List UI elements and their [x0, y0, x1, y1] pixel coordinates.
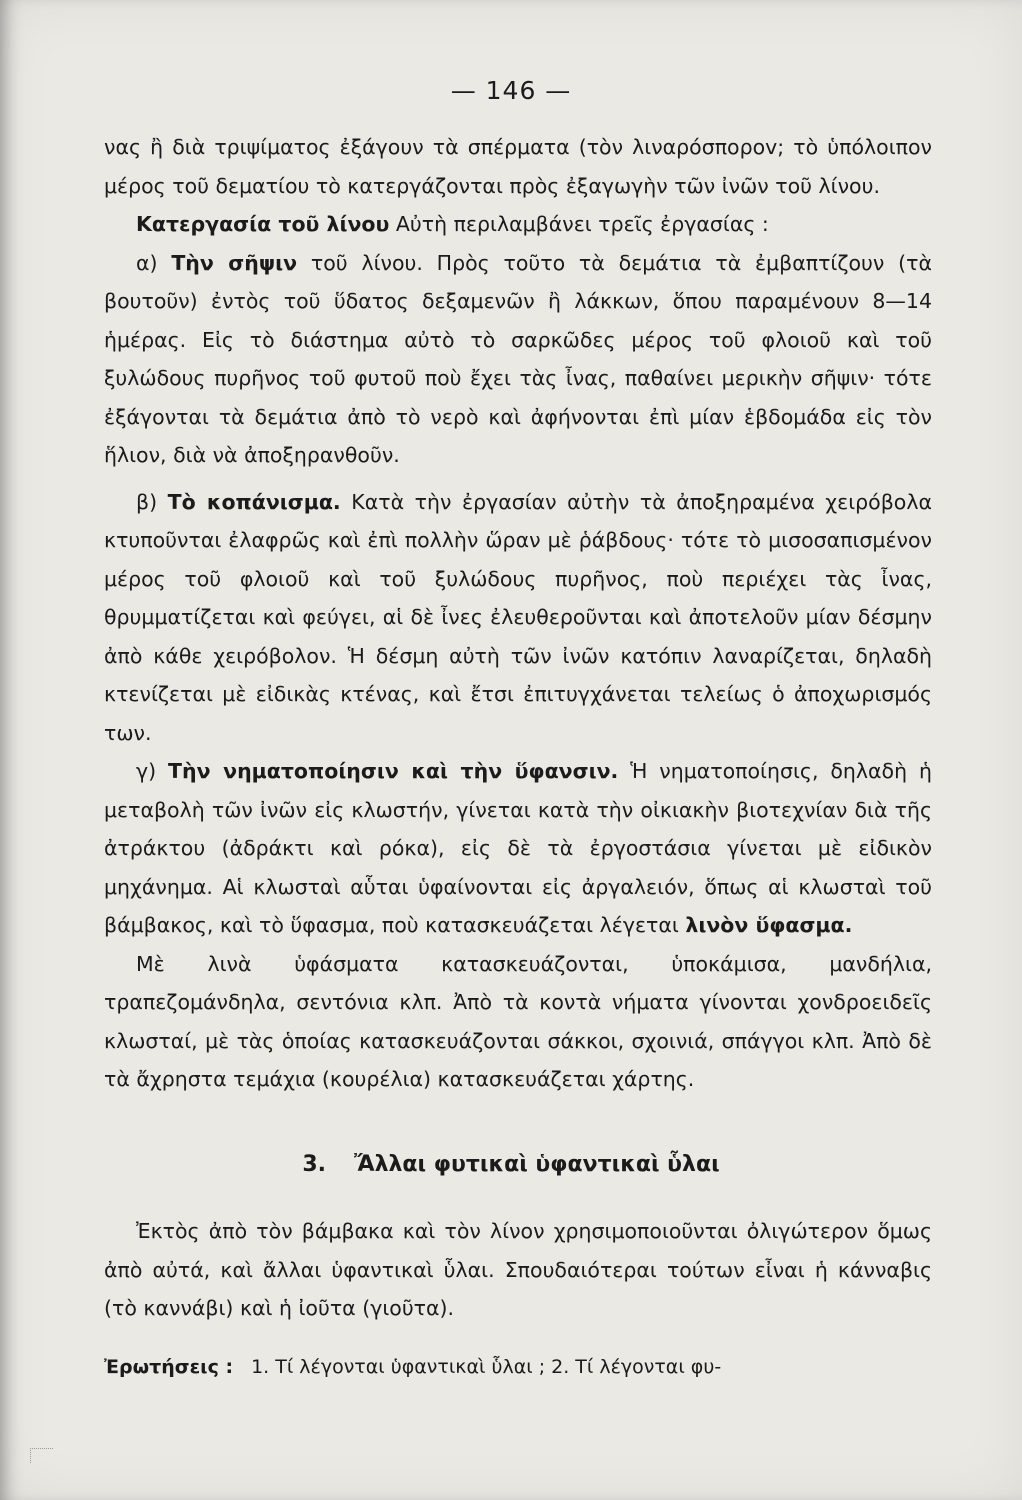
section-title: Ἄλλαι φυτικαὶ ὑφαντικαὶ ὗλαι: [354, 1152, 720, 1177]
page-number: — 146 —: [450, 76, 572, 105]
paragraph-5-end: λινὸν ὕφασμα.: [685, 913, 853, 937]
paragraph-1: νας ἢ διὰ τριψίματος ἐξάγουν τὰ σπέρματα (τὸν λιναρόσποροv; τὸ ὑπόλοιπον μέρος τοῦ δεματίου τὸ κατεργάζονται πρὸς ἐξαγωγὴν τῶν ἰνῶν τοῦ λίνου.: [104, 135, 932, 198]
paragraph-3: [104, 244, 932, 475]
paragraph-5-heading: Τὴν νηματοποίησιν καὶ τὴν ὕφανσιν.: [168, 759, 619, 783]
paragraph-6: Μὲ λινὰ ὑφάσματα κατασκευάζονται, ὑποκάμισα, μανδήλια, τραπεζομάνδηλα, σεντόνια κλπ. Ἀπὸ τὰ κοντὰ νήματα γίνονται χονδροειδεῖς κλωσταί, μὲ τὰς ὁποίας κατασκευάζονται σάκκοι, σχοινιά, σπάγγοι κλπ. Ἀπὸ δὲ τὰ ἄχρηστα τεμάχια (κουρέλια) κατασκευάζεται χάρτης.: [104, 951, 932, 1091]
questions-text: 1. Τί λέγονται ὑφαντικαὶ ὗλαι ; 2. Τί λέγονται φυ-: [251, 1356, 722, 1378]
paragraph-4-marker: β): [136, 489, 168, 514]
scan-mark: [30, 1448, 53, 1463]
paragraph-5: [104, 752, 932, 945]
paragraph-5-marker: γ): [136, 759, 169, 783]
section-heading: [0, 1152, 1022, 1177]
main-text: [104, 128, 932, 1099]
paragraph-3-marker: α): [136, 250, 172, 275]
paragraph-2-heading: Κατεργασία τοῦ λίνου: [136, 212, 390, 236]
paragraph-4: [104, 483, 932, 753]
paragraph-3-heading: Τὴν σῆψιν: [171, 250, 298, 275]
paragraph-3-text: τοῦ λίνου. Πρὸς τοῦτο τὰ δεμάτια τὰ ἐμβαπτίζουν (τὰ βουτοῦν) ἐντὸς τοῦ ὕδατος δεξαμενῶν ἢ λάκκων, ὅπου παραμένουν 8—14 ἡμέρας. Εἰς τὸ διάστημα αὐτὸ τὸ σαρκῶδες μέρος τοῦ φλοιοῦ καὶ τοῦ ξυλώδους πυρῆνος τοῦ φυτοῦ ποὺ ἔχει τὰς ἶνας, παθαίνει μερικὴν σῆψιν· τότε ἐξάγονται τὰ δεμάτια ἀπὸ τὸ νερὸ καὶ ἀφήνονται ἐπὶ μίαν ἑβδομάδα εἰς τὸν ἥλιον, διὰ νὰ ἀποξηρανθοῦν.: [104, 250, 933, 467]
questions-line: [104, 1356, 934, 1378]
section-paragraph-1: Ἐκτὸς ἀπὸ τὸν βάμβακα καὶ τὸν λίνον χρησιμοποιοῦνται ὀλιγώτερον ὅμως ἀπὸ αὐτά, καὶ ἄλλαι ὑφαντικαὶ ὗλαι. Σπουδαιότεραι τούτων εἶναι ἡ κάνναβις (τὸ καννάβι) καὶ ἡ ἰοῦτα (γιοῦτα).: [104, 1219, 932, 1320]
paragraph-4-text: Κατὰ τὴν ἐργασίαν αὐτὴν τὰ ἀποξηραμένα χειρόβολα κτυποῦνται ἐλαφρῶς καὶ ἐπὶ πολλὴν ὥραν μὲ ῥάβδους· τότε τὸ μισοσαπισμένον μέρος τοῦ φλοιοῦ καὶ τοῦ ξυλώδους πυρῆνος, ποὺ περιέχει τὰς ἶνας, θρυμματίζεται καὶ φεύγει, αἱ δὲ ἶνες ἐλευθεροῦνται καὶ ἀποτελοῦν μίαν δέσμην ἀπὸ κάθε χειρόβολον. Ἡ δέσμη αὐτὴ τῶν ἰνῶν κατόπιν λαναρίζεται, δηλαδὴ κτενίζεται μὲ εἰδικὰς κτένας, καὶ ἔτσι ἐπιτυγχάνεται τελείως ὁ ἀποχωρισμός των.: [104, 489, 932, 745]
paragraph-2: [104, 205, 932, 244]
section-text: [104, 1212, 932, 1328]
paragraph-4-heading: Τὸ κοπάνισμα.: [167, 489, 341, 514]
paragraph-2-text: Αὐτὴ περιλαμβάνει τρεῖς ἐργασίας :: [389, 212, 769, 236]
paragraph-5-text: Ἡ νηματοποίησις, δηλαδὴ ἡ μεταβολὴ τῶν ἰνῶν εἰς κλωστήν, γίνεται κατὰ τὴν οἰκιακὴν βιοτεχνίαν διὰ τῆς ἀτράκτου (ἀδράκτι καὶ ρόκα), εἰς δὲ τὰ ἐργοστάσια γίνεται μὲ εἰδικὸν μηχάνημα. Αἱ κλωσταὶ αὗται ὑφαίνονται εἰς ἀργαλειόν, ὅπως αἱ κλωσταὶ τοῦ βάμβακος, καὶ τὸ ὕφασμα, ποὺ κατασκευάζεται λέγεται: [104, 759, 932, 937]
section-number: 3.: [302, 1152, 327, 1177]
questions-label: Ἐρωτήσεις :: [104, 1356, 234, 1378]
